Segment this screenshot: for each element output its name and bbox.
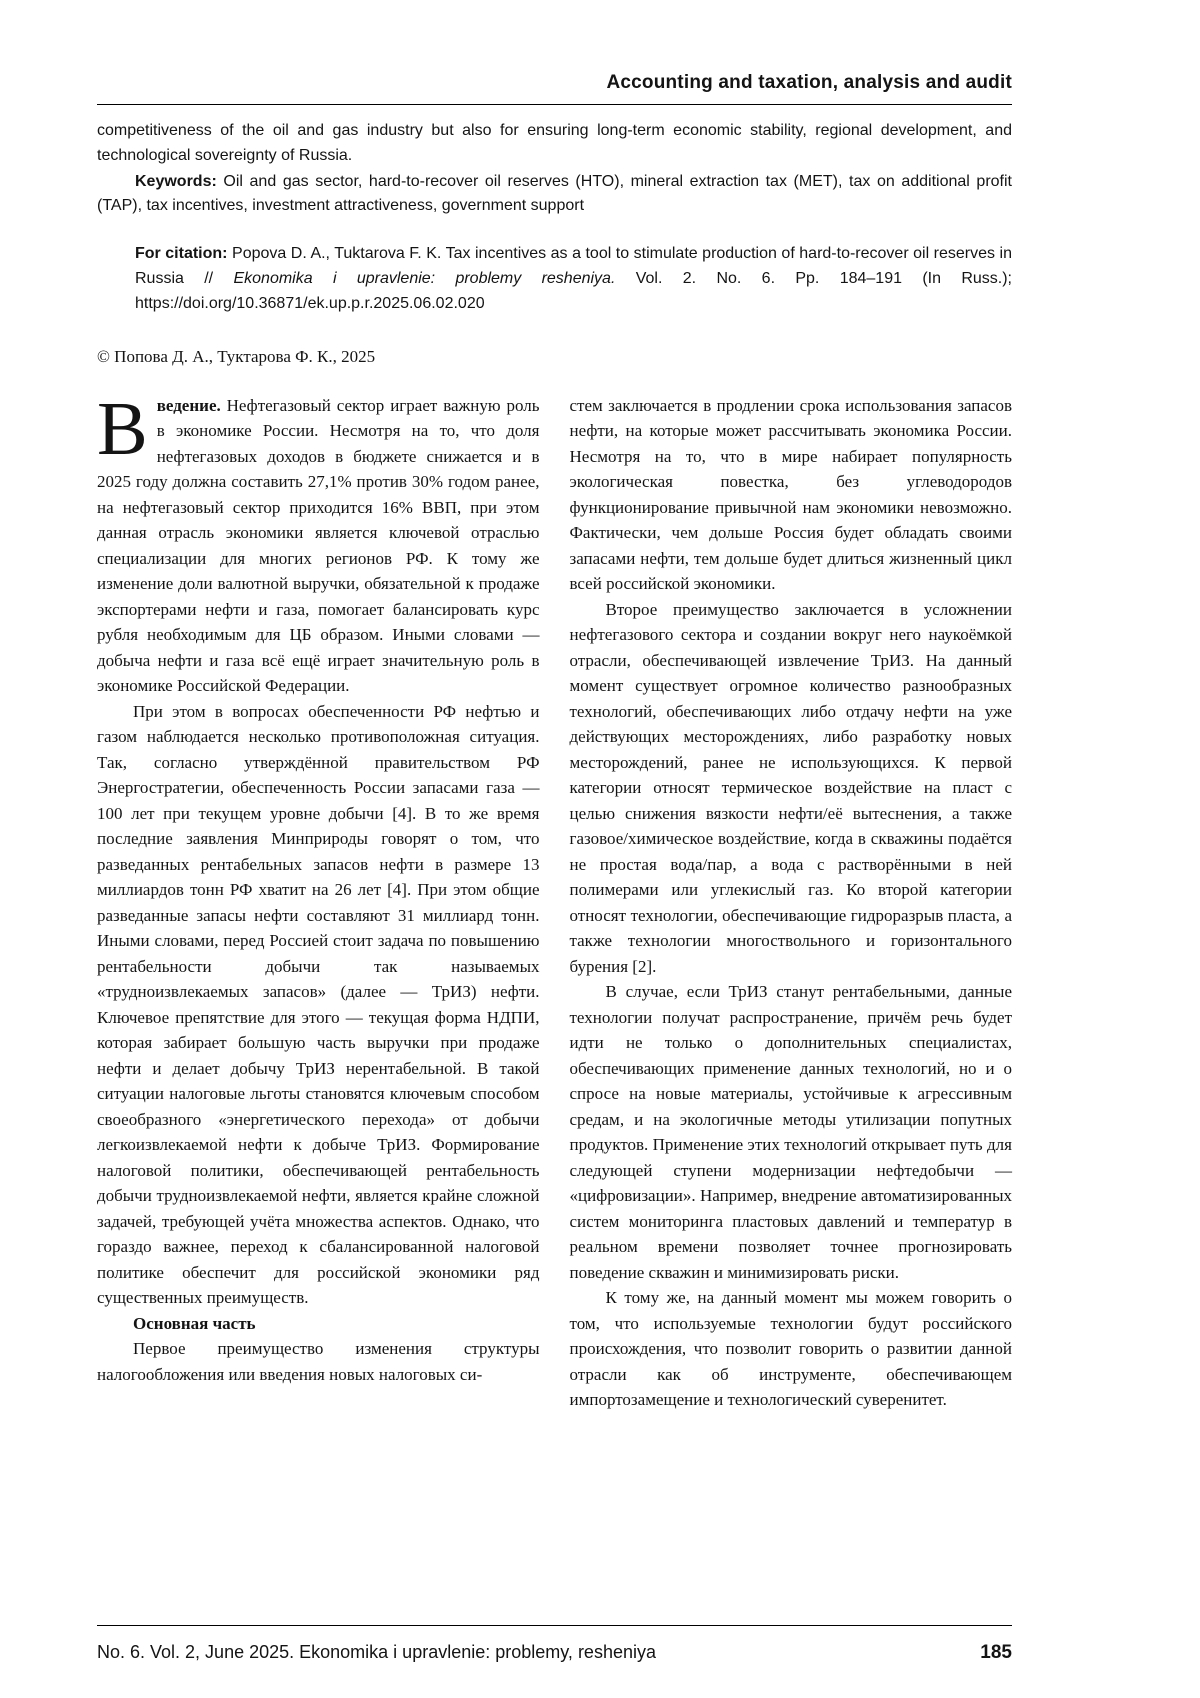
citation-journal-title: Ekonomika i upravlenie: problemy resheniya. (233, 269, 616, 287)
intro-lead: ведение. (156, 395, 221, 415)
body-paragraph: К тому же, на данный момент мы можем говорить о том, что используемые технологии будут российского происхождения, что позволит говорить о развитии данной отрасли как об инструменте, обеспечивающем импортозамещение и технологический суверенитет. (569, 1288, 1012, 1410)
body-paragraph: При этом в вопросах обеспеченности РФ нефтью и газом наблюдается несколько противоположная ситуация. Так, согласно утверждённой правительством РФ Энергостратегии, обеспеченность России запасами газа — 100 лет при текущем уровне добычи [4]. В то же время последние заявления Минприроды говорят о том, что разведанных рентабельных запасов нефти в размере 13 миллиардов тонн РФ хватит на 26 лет [4]. При этом общие разведанные запасы нефти составляют 31 миллиард тонн. Иными словами, перед Россией стоит задача по повышению рентабельности добычи так называемых «трудноизвлекаемых запасов» (далее — ТрИЗ) нефти. Ключевое препятствие для этого — текущая форма НДПИ, которая забирает большую часть выручки при продаже нефти и делает добычу ТрИЗ нерентабельной. В такой ситуации налоговые льготы становятся ключевым способом своеобразного «энергетического перехода» от добычи легкоизвлекаемой нефти к добыче ТрИЗ. Формирование налоговой политики, обеспечивающей рентабельность добычи трудноизвлекаемой нефти, является крайне сложной задачей, требующей учёта множества аспектов. Однако, что гораздо важнее, переход к сбалансированной налоговой политике обеспечит для российской экономики ряд существенных преимуществ. (97, 701, 540, 1308)
citation-authors-title: Popova D. A., Tuktarova F. K. Tax incentives as a tool to stimulate production of hard-to-recover oil reserves in Russia // (135, 245, 1013, 287)
intro-text: Нефтегазовый сектор играет важную роль в экономике России. Несмотря на то, что доля нефтегазовых доходов в бюджете снижается и в 2025 году должна составить 27,1% против 30% годом ранее, на нефтегазовый сектор приходится 16% ВВП, при этом данная отрасль экономики является ключевой отраслью специализации для многих регионов РФ. К тому же изменение доли валютной выручки, обязательной к продаже экспортерами нефти и газа, помогает балансировать курс рубля необходимым для ЦБ образом. Иными словами — добыча нефти и газа всё ещё играет значительную роль в экономике Российской Федерации. (97, 395, 540, 696)
footer-journal-info: No. 6. Vol. 2, June 2025. Ekonomika i upravlenie: problemy, resheniya (97, 1642, 656, 1662)
body-paragraph-continuation: стем заключается в продлении срока использования запасов нефти, на которые может рассчитывать экономика России. Несмотря на то, что в мире набирает популярность экологическая повестка, без углеводородов функционирование привычной нам экономики невозможно. Фактически, чем дольше Россия будет обладать своими запасами нефти, тем дольше будет длиться жизненный цикл всей российской экономики. (569, 395, 1012, 594)
dropcap-letter: В (97, 386, 148, 471)
copyright-line: © Попова Д. А., Туктарова Ф. К., 2025 (97, 346, 376, 366)
body-paragraph: Первое преимущество изменения структуры налогообложения или введения новых налоговых си- (97, 1339, 540, 1384)
page-footer (97, 1625, 1012, 1664)
running-head: Accounting and taxation, analysis and audit (97, 72, 1012, 105)
abstract-continuation: competitiveness of the oil and gas industry but also for ensuring long-term economic stability, regional development, and technological sovereignty of Russia. (97, 122, 1012, 164)
citation-volume-doi: Vol. 2. No. 6. Pp. 184–191 (In Russ.); https://doi.org/10.36871/ek.up.p.r.2025.06.02.020 (135, 269, 1012, 312)
page-number: 185 (980, 1642, 1012, 1663)
intro-paragraph (97, 386, 540, 699)
keywords-text: Oil and gas sector, hard-to-recover oil reserves (HTO), mineral extraction tax (MET), tax on additional profit (TAP), tax incentives, investment attractiveness, government support (97, 172, 1012, 215)
right-column (570, 393, 1013, 1413)
body-paragraph: В случае, если ТрИЗ станут рентабельными, данные технологии получат распространение, причём речь будет идти не только о дополнительных специалистах, обеспечивающих применение данных технологий, но и о спросе на новые материалы, устойчивые к агрессивным средам, и на экологичные методы утилизации попутных продуктов. Применение этих технологий открывает путь для следующей ступени модернизации нефтедобычи — «цифровизации». Например, внедрение автоматизированных систем мониторинга пластовых давлений и температур в реальном времени позволяет точнее прогнозировать поведение скважин и минимизировать риски. (569, 982, 1012, 1282)
citation-label: For citation: (135, 245, 228, 263)
article-body (97, 386, 1012, 1413)
body-paragraph: Второе преимущество заключается в усложнении нефтегазового сектора и создании вокруг него наукоёмкой отрасли, обеспечивающей извлечение ТрИЗ. На данный момент существует огромное количество разнообразных технологий, обеспечивающих либо отдачу нефти на уже действующих месторождениях, либо разработку новых месторождений, ранее не использующихся. К первой категории относят термическое воздействие на пласт с целью снижения вязкости нефти/её вытеснения, а также газовое/химическое воздействие, когда в скважины подаётся не простая вода/пар, а вода с растворёнными в ней полимерами или углекислый газ. Ко второй категории относят технологии, обеспечивающие гидроразрыв пласта, а также технологии многоствольного и горизонтального бурения [2]. (569, 599, 1012, 976)
section-heading: Основная часть (133, 1313, 256, 1333)
keywords-label: Keywords: (135, 172, 217, 190)
front-matter (97, 119, 1012, 317)
left-column (97, 386, 540, 1413)
citation-block (135, 242, 1012, 316)
keywords-paragraph (97, 170, 1012, 220)
